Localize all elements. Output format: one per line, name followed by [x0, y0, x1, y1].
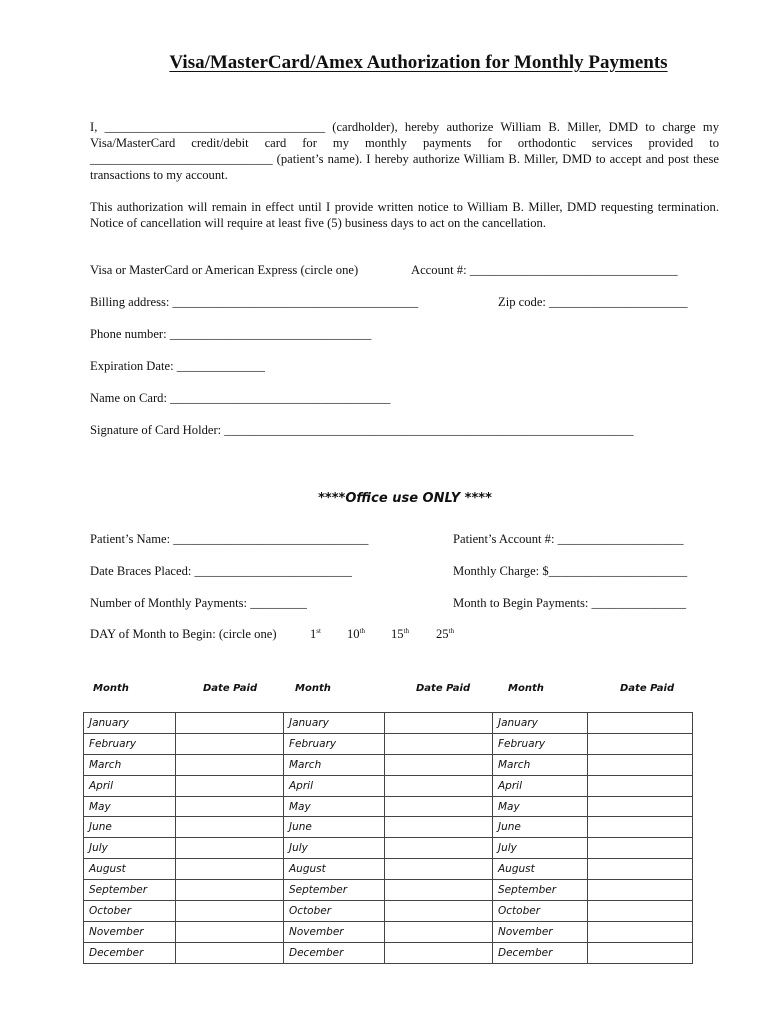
- date-paid-cell[interactable]: [176, 942, 284, 963]
- date-paid-cell[interactable]: [385, 838, 493, 859]
- date-paid-cell[interactable]: [176, 796, 284, 817]
- table-row: [84, 859, 693, 880]
- month-cell: December: [284, 942, 385, 963]
- payment-table: [83, 712, 693, 964]
- table-row: [84, 754, 693, 775]
- month-cell: November: [84, 921, 176, 942]
- month-cell: September: [284, 880, 385, 901]
- patient-account-field[interactable]: Patient’s Account #: ____________________: [453, 532, 684, 546]
- signature-field[interactable]: Signature of Card Holder: _________________________________________________________________: [90, 423, 634, 437]
- date-paid-cell[interactable]: [176, 901, 284, 922]
- date-paid-cell[interactable]: [385, 817, 493, 838]
- date-paid-cell[interactable]: [176, 775, 284, 796]
- date-paid-cell[interactable]: [385, 775, 493, 796]
- table-row: [84, 733, 693, 754]
- date-paid-cell[interactable]: [176, 838, 284, 859]
- date-paid-cell[interactable]: [588, 775, 693, 796]
- date-paid-cell[interactable]: [588, 796, 693, 817]
- month-cell: November: [493, 921, 588, 942]
- month-cell: September: [84, 880, 176, 901]
- date-paid-cell[interactable]: [588, 713, 693, 734]
- account-number-field[interactable]: Account #: _________________________________: [411, 263, 678, 277]
- date-paid-cell[interactable]: [385, 859, 493, 880]
- month-cell: October: [284, 901, 385, 922]
- table-row: [84, 838, 693, 859]
- date-paid-cell[interactable]: [588, 880, 693, 901]
- date-paid-cell[interactable]: [588, 838, 693, 859]
- month-cell: August: [84, 859, 176, 880]
- date-paid-cell[interactable]: [385, 733, 493, 754]
- month-cell: March: [493, 754, 588, 775]
- month-cell: December: [84, 942, 176, 963]
- office-use-heading: ****Office use ONLY ****: [318, 491, 492, 506]
- month-cell: June: [493, 817, 588, 838]
- page-title: Visa/MasterCard/Amex Authorization for Monthly Payments: [169, 52, 668, 73]
- table-row: [84, 796, 693, 817]
- month-cell: August: [493, 859, 588, 880]
- zip-code-field[interactable]: Zip code: ______________________: [498, 295, 688, 309]
- authorization-paragraph: I, ___________________________________ (cardholder), hereby authorize William B. Miller, DMD to charge my Visa/MasterCard credit/debit card for my monthly payments for orthodontic services provided to _____________________________ (patient’s name). I hereby authorize William B. Miller, DMD to accept and post these transactions to my account.: [90, 120, 719, 182]
- table-row: [84, 880, 693, 901]
- table-row: [84, 901, 693, 922]
- month-cell: July: [493, 838, 588, 859]
- month-cell: May: [84, 796, 176, 817]
- day-option[interactable]: 10th: [347, 627, 366, 641]
- date-paid-cell[interactable]: [588, 859, 693, 880]
- table-row: [84, 775, 693, 796]
- month-cell: July: [84, 838, 176, 859]
- phone-number-field[interactable]: Phone number: ________________________________: [90, 327, 372, 341]
- month-cell: December: [493, 942, 588, 963]
- month-to-begin-field[interactable]: Month to Begin Payments: _______________: [453, 596, 686, 610]
- monthly-charge-field[interactable]: Monthly Charge: $______________________: [453, 564, 688, 578]
- card-type-field[interactable]: Visa or MasterCard or American Express (circle one): [90, 263, 359, 277]
- table-row: [84, 921, 693, 942]
- date-paid-cell[interactable]: [588, 754, 693, 775]
- date-paid-cell[interactable]: [176, 921, 284, 942]
- date-paid-cell[interactable]: [176, 817, 284, 838]
- month-cell: October: [493, 901, 588, 922]
- date-paid-cell[interactable]: [385, 921, 493, 942]
- patient-name-field[interactable]: Patient’s Name: _______________________________: [90, 532, 369, 546]
- month-cell: April: [284, 775, 385, 796]
- day-to-begin-label: DAY of Month to Begin: (circle one): [90, 627, 277, 641]
- day-option[interactable]: 15th: [391, 627, 410, 641]
- date-paid-cell[interactable]: [176, 880, 284, 901]
- date-paid-column-header: Date Paid: [203, 683, 258, 694]
- name-on-card-field[interactable]: Name on Card: ___________________________________: [90, 391, 391, 405]
- month-cell: April: [84, 775, 176, 796]
- date-paid-cell[interactable]: [588, 942, 693, 963]
- date-paid-cell[interactable]: [588, 921, 693, 942]
- table-row: [84, 942, 693, 963]
- date-paid-cell[interactable]: [588, 817, 693, 838]
- date-paid-cell[interactable]: [176, 859, 284, 880]
- date-paid-cell[interactable]: [385, 901, 493, 922]
- day-option[interactable]: 1st: [310, 627, 321, 641]
- month-cell: September: [493, 880, 588, 901]
- month-cell: February: [493, 733, 588, 754]
- month-cell: June: [84, 817, 176, 838]
- month-column-header: Month: [508, 683, 544, 694]
- date-paid-column-header: Date Paid: [620, 683, 675, 694]
- date-braces-placed-field[interactable]: Date Braces Placed: _________________________: [90, 564, 352, 578]
- day-option[interactable]: 25th: [436, 627, 455, 641]
- date-paid-cell[interactable]: [588, 901, 693, 922]
- date-paid-cell[interactable]: [176, 713, 284, 734]
- date-paid-column-header: Date Paid: [416, 683, 471, 694]
- date-paid-cell[interactable]: [176, 733, 284, 754]
- table-row: [84, 713, 693, 734]
- expiration-date-field[interactable]: Expiration Date: ______________: [90, 359, 265, 373]
- billing-address-field[interactable]: Billing address: _______________________________________: [90, 295, 419, 309]
- date-paid-cell[interactable]: [176, 754, 284, 775]
- month-cell: February: [284, 733, 385, 754]
- number-of-payments-field[interactable]: Number of Monthly Payments: _________: [90, 596, 307, 610]
- month-cell: May: [493, 796, 588, 817]
- month-cell: April: [493, 775, 588, 796]
- date-paid-cell[interactable]: [385, 713, 493, 734]
- month-cell: August: [284, 859, 385, 880]
- month-column-header: Month: [93, 683, 129, 694]
- date-paid-cell[interactable]: [385, 796, 493, 817]
- month-cell: July: [284, 838, 385, 859]
- month-column-header: Month: [295, 683, 331, 694]
- date-paid-cell[interactable]: [385, 754, 493, 775]
- month-cell: June: [284, 817, 385, 838]
- month-cell: February: [84, 733, 176, 754]
- month-cell: January: [493, 713, 588, 734]
- table-row: [84, 817, 693, 838]
- date-paid-cell[interactable]: [385, 942, 493, 963]
- month-cell: March: [284, 754, 385, 775]
- month-cell: January: [284, 713, 385, 734]
- month-cell: May: [284, 796, 385, 817]
- month-cell: March: [84, 754, 176, 775]
- month-cell: October: [84, 901, 176, 922]
- month-cell: November: [284, 921, 385, 942]
- date-paid-cell[interactable]: [588, 733, 693, 754]
- month-cell: January: [84, 713, 176, 734]
- termination-paragraph: This authorization will remain in effect until I provide written notice to William B. Miller, DMD requesting termination. Notice of cancellation will require at least five (5) business days to act on the cancellation.: [90, 200, 719, 230]
- date-paid-cell[interactable]: [385, 880, 493, 901]
